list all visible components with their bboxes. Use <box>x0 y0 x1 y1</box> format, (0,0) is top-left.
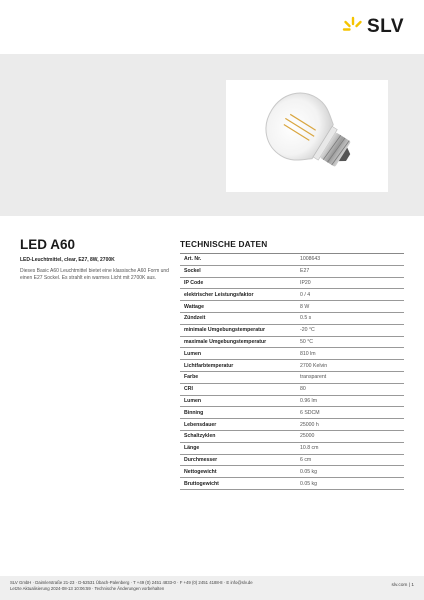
spec-key: Länge <box>184 445 200 452</box>
spec-heading: TECHNISCHE DATEN <box>180 239 268 249</box>
product-image <box>226 80 388 192</box>
spec-value: 6 cm <box>300 456 312 463</box>
page-footer <box>0 576 424 600</box>
spec-row <box>180 478 404 490</box>
spec-value: transparent <box>300 374 327 381</box>
spec-key: Wattage <box>184 303 204 310</box>
spec-key: minimale Umgebungstemperatur <box>184 327 265 334</box>
spec-value: 80 <box>300 386 306 393</box>
spec-row <box>180 443 404 455</box>
spec-key: Bruttogewicht <box>184 480 219 487</box>
led-bulb-icon <box>226 80 388 192</box>
spec-value: 810 lm <box>300 350 316 357</box>
spec-value: 8 W <box>300 303 310 310</box>
spec-row <box>180 360 404 372</box>
spec-key: maximale Umgebungstemperatur <box>184 338 267 345</box>
spec-row <box>180 348 404 360</box>
footer-company-info: SLV GmbH · Daimlerstraße 21-23 · D-52531 Übach-Palenberg · T +49 (0) 2451 4833-0 · F +49 (0) 2451 4188-8 · E info@slv.de <box>10 580 253 585</box>
spec-key: Sockel <box>184 268 201 275</box>
spec-value: 0.05 kg <box>300 468 318 475</box>
spec-value: 0 / 4 <box>300 291 311 298</box>
spec-value: 2700 Kelvin <box>300 362 328 369</box>
product-title: LED A60 <box>20 237 76 252</box>
spec-row <box>180 455 404 467</box>
brand-name: SLV <box>366 16 404 37</box>
spec-key: Zündzeit <box>184 315 206 322</box>
spec-row <box>180 407 404 419</box>
spec-row <box>180 325 404 337</box>
spec-row <box>180 254 404 266</box>
spec-key: Schaltzyklen <box>184 433 216 440</box>
spec-row <box>180 313 404 325</box>
product-description: Dieses Basic A60 Leuchtmittel bietet eine klassische A60 Form und einen E27 Sockel. Es strahlt ein warmes Licht mit 2700K aus. <box>20 268 169 282</box>
spec-key: Farbe <box>184 374 199 381</box>
sparkle-logo-icon <box>342 16 364 38</box>
spec-value: E27 <box>300 268 310 275</box>
spec-value: IP20 <box>300 279 311 286</box>
spec-row <box>180 337 404 349</box>
spec-value: 25000 <box>300 433 315 440</box>
spec-key: Lebensdauer <box>184 421 217 428</box>
spec-row <box>180 431 404 443</box>
spec-value: 10.8 cm <box>300 445 319 452</box>
spec-value: 0.96 lm <box>300 397 318 404</box>
footer-page-number: slv.com | 1 <box>391 583 414 588</box>
spec-value: 50 °C <box>300 338 314 345</box>
spec-row <box>180 266 404 278</box>
spec-key: Binning <box>184 409 204 416</box>
spec-row <box>180 466 404 478</box>
spec-row <box>180 372 404 384</box>
spec-value: 1008643 <box>300 256 321 263</box>
spec-value: 0.05 kg <box>300 480 318 487</box>
spec-key: Nettogewicht <box>184 468 217 475</box>
product-subtitle: LED-Leuchtmittel, clear, E27, 8W, 2700K <box>20 257 115 263</box>
spec-key: Lichtfarbtemperatur <box>184 362 234 369</box>
spec-row <box>180 396 404 408</box>
spec-row <box>180 278 404 290</box>
spec-value: 0.5 s <box>300 315 312 322</box>
spec-row <box>180 419 404 431</box>
spec-key: CRI <box>184 386 193 393</box>
spec-value: 25000 h <box>300 421 319 428</box>
spec-row <box>180 384 404 396</box>
spec-key: Lumen <box>184 397 202 404</box>
spec-key: Lumen <box>184 350 202 357</box>
spec-value: -20 °C <box>300 327 315 334</box>
spec-row <box>180 289 404 301</box>
spec-key: IP Code <box>184 279 204 286</box>
spec-key: Durchmesser <box>184 456 218 463</box>
spec-key: Art. Nr. <box>184 256 202 263</box>
footer-update-note: Letzte Aktualisierung 2024-08-13 10:06:59 · Technische Änderungen vorbehalten <box>10 586 165 591</box>
spec-value: 6 SDCM <box>300 409 320 416</box>
spec-key: elektrischer Leistungsfaktor <box>184 291 254 298</box>
slv-logo <box>342 16 404 38</box>
spec-table <box>180 253 404 490</box>
spec-row <box>180 301 404 313</box>
